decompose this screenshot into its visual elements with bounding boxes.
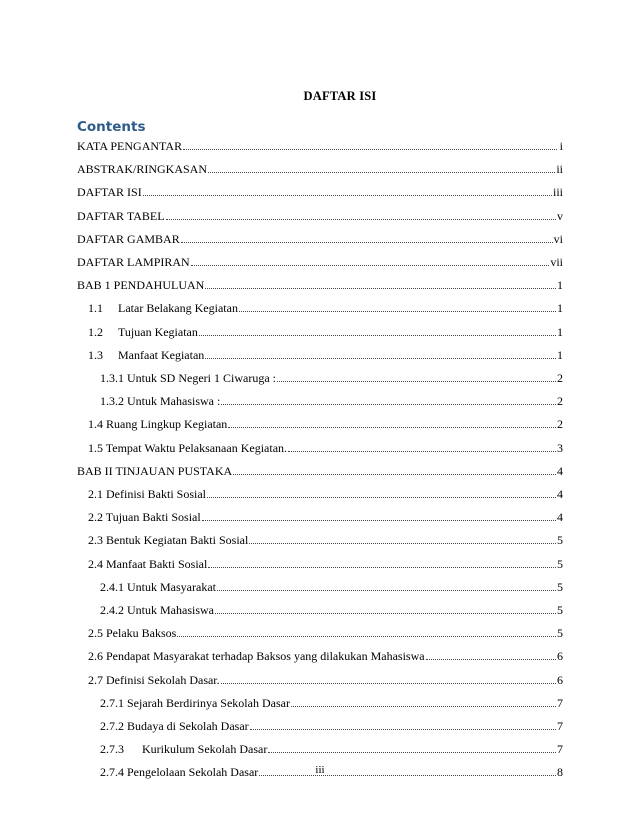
toc-entry-label: 2.1 Definisi Bakti Sosial bbox=[88, 487, 206, 501]
toc-entry-page: 5 bbox=[557, 579, 563, 594]
toc-entry-label: 2.7.1 Sejarah Berdirinya Sekolah Dasar bbox=[100, 695, 290, 710]
toc-entry-number: 1.2 bbox=[88, 324, 103, 339]
toc-dot-leader bbox=[143, 195, 552, 196]
toc-entry-label: 2.4 Manfaat Bakti Sosial bbox=[88, 556, 208, 571]
toc-entry[interactable] bbox=[88, 624, 563, 640]
toc-entry[interactable] bbox=[77, 207, 563, 223]
toc-dot-leader bbox=[239, 311, 556, 312]
toc-entry-label: DAFTAR LAMPIRAN bbox=[77, 255, 190, 269]
toc-dot-leader bbox=[277, 381, 556, 382]
toc-dot-leader bbox=[207, 497, 556, 498]
toc-entry-page: 5 bbox=[557, 603, 563, 617]
toc-entry-label: 2.3 Bentuk Kegiatan Bakti Sosial bbox=[88, 533, 249, 548]
page-title: DAFTAR ISI bbox=[303, 89, 377, 103]
toc-entry-page: 8 bbox=[557, 765, 563, 780]
toc-entry[interactable] bbox=[77, 276, 563, 292]
toc-entry[interactable] bbox=[88, 647, 563, 663]
toc-entry[interactable] bbox=[88, 531, 563, 547]
toc-dot-leader bbox=[166, 219, 556, 220]
toc-dot-leader bbox=[250, 729, 556, 730]
toc-dot-leader bbox=[208, 567, 556, 568]
toc-entry-label: 2.4.2 Untuk Mahasiswa bbox=[100, 603, 214, 617]
toc-entry-label: BAB II TINJAUAN PUSTAKA bbox=[77, 463, 233, 478]
toc-entry[interactable] bbox=[100, 740, 563, 756]
toc-entry-page: 2 bbox=[557, 417, 563, 432]
toc-entry-page: 5 bbox=[557, 533, 563, 548]
toc-entry-label: Manfaat Kegiatan bbox=[118, 347, 205, 362]
toc-entry-page: 5 bbox=[557, 556, 563, 571]
toc-entry-label: 2.7 Definisi Sekolah Dasar. bbox=[88, 672, 220, 687]
toc-entry[interactable] bbox=[88, 415, 563, 431]
toc-entry-label: 2.7.2 Budaya di Sekolah Dasar bbox=[100, 719, 249, 733]
toc-entry[interactable] bbox=[100, 369, 563, 385]
toc-entry-number: 2.7.3 bbox=[100, 742, 124, 757]
toc-entry-page: 3 bbox=[557, 440, 563, 455]
toc-entry-label: DAFTAR TABEL bbox=[77, 208, 165, 223]
toc-entry-page: 7 bbox=[557, 695, 563, 710]
toc-entry[interactable] bbox=[88, 299, 563, 315]
toc-dot-leader bbox=[221, 404, 556, 405]
toc-entry-page: vii bbox=[550, 255, 563, 269]
toc-entry-label: Kurikulum Sekolah Dasar bbox=[142, 742, 268, 757]
toc-entry-label: 2.7.4 Pengelolaan Sekolah Dasar bbox=[100, 765, 259, 780]
toc-entry[interactable] bbox=[77, 137, 563, 153]
toc-entry[interactable] bbox=[100, 392, 563, 408]
toc-entry-label: ABSTRAK/RINGKASAN bbox=[77, 162, 208, 177]
toc-entry[interactable] bbox=[77, 253, 563, 269]
toc-entry-number: 1.3 bbox=[88, 347, 103, 362]
toc-dot-leader bbox=[208, 172, 555, 173]
toc-entry-page: 4 bbox=[557, 487, 563, 501]
toc-entry-page: 5 bbox=[557, 626, 563, 641]
toc-entry-label: DAFTAR GAMBAR bbox=[77, 231, 180, 246]
toc-dot-leader bbox=[181, 242, 553, 243]
contents-heading: Contents bbox=[77, 119, 146, 135]
toc-entry-page: 1 bbox=[557, 301, 563, 316]
toc-entry-page: 7 bbox=[557, 742, 563, 757]
toc-dot-leader bbox=[205, 288, 556, 289]
toc-entry-page: i bbox=[559, 139, 563, 153]
toc-entry-page: vi bbox=[553, 231, 563, 246]
toc-dot-leader bbox=[228, 427, 556, 428]
toc-dot-leader bbox=[202, 520, 556, 521]
toc-entry-label: Latar Belakang Kegiatan bbox=[118, 301, 238, 316]
toc-entry[interactable] bbox=[88, 346, 563, 362]
toc-entry-page: v bbox=[557, 208, 563, 223]
toc-entry-page: ii bbox=[556, 162, 563, 177]
toc-entry[interactable] bbox=[88, 508, 563, 524]
toc-entry-number: 1.1 bbox=[88, 301, 103, 316]
toc-entry-page: 7 bbox=[557, 719, 563, 733]
toc-entry-label: 1.5 Tempat Waktu Pelaksanaan Kegiatan. bbox=[88, 440, 288, 455]
toc-entry[interactable] bbox=[88, 555, 563, 571]
toc-entry[interactable] bbox=[77, 160, 563, 176]
toc-dot-leader bbox=[233, 474, 556, 475]
toc-entry[interactable] bbox=[77, 183, 563, 199]
toc-entry-label: 2.6 Pendapat Masyarakat terhadap Baksos yang dilakukan Mahasiswa bbox=[88, 649, 425, 664]
page-number: iii bbox=[315, 764, 325, 776]
toc-dot-leader bbox=[215, 613, 556, 614]
toc-entry[interactable] bbox=[77, 462, 563, 478]
toc-entry[interactable] bbox=[88, 485, 563, 501]
toc-entry-label: 1.3.1 Untuk SD Negeri 1 Ciwaruga : bbox=[100, 371, 276, 385]
toc-dot-leader bbox=[249, 543, 556, 544]
toc-entry-label: Tujuan Kegiatan bbox=[118, 324, 198, 339]
toc-dot-leader bbox=[191, 265, 550, 266]
toc-entry-page: 1 bbox=[557, 278, 563, 293]
toc-dot-leader bbox=[183, 149, 557, 150]
toc-dot-leader bbox=[217, 590, 556, 591]
toc-entry[interactable] bbox=[88, 671, 563, 687]
toc-entry[interactable] bbox=[77, 230, 563, 246]
toc-entry[interactable] bbox=[88, 323, 563, 339]
toc-entry-page: 6 bbox=[557, 649, 563, 664]
toc-entry[interactable] bbox=[100, 694, 563, 710]
toc-dot-leader bbox=[426, 659, 556, 660]
toc-entry-page: 6 bbox=[557, 672, 563, 687]
toc-dot-leader bbox=[221, 683, 556, 684]
toc-entry-page: 1 bbox=[557, 324, 563, 339]
toc-entry-page: 4 bbox=[557, 463, 563, 478]
toc-entry[interactable] bbox=[100, 578, 563, 594]
toc-entry-page: 1 bbox=[557, 347, 563, 362]
toc-entry[interactable] bbox=[100, 601, 563, 617]
toc-dot-leader bbox=[288, 451, 556, 452]
toc-dot-leader bbox=[199, 335, 556, 336]
toc-entry-label: DAFTAR ISI bbox=[77, 185, 142, 200]
toc-entry-label: 2.4.1 Untuk Masyarakat bbox=[100, 579, 216, 594]
toc-entry-page: 2 bbox=[557, 371, 563, 385]
toc-entry-page: iii bbox=[552, 185, 563, 200]
toc-dot-leader bbox=[291, 706, 556, 707]
toc-entry-label: KATA PENGANTAR bbox=[77, 139, 183, 153]
toc-dot-leader bbox=[268, 752, 556, 753]
toc-entry-label: 2.2 Tujuan Bakti Sosial bbox=[88, 510, 201, 525]
toc-dot-leader bbox=[205, 358, 556, 359]
toc-entry-label: BAB 1 PENDAHULUAN bbox=[77, 278, 205, 293]
toc-entry-page: 4 bbox=[557, 510, 563, 525]
toc-dot-leader bbox=[177, 636, 556, 637]
toc-entry-label: 1.3.2 Untuk Mahasiswa : bbox=[100, 394, 221, 409]
toc-entry-page: 2 bbox=[557, 394, 563, 409]
toc-entry-label: 1.4 Ruang Lingkup Kegiatan bbox=[88, 417, 228, 432]
toc-entry[interactable] bbox=[88, 439, 563, 455]
toc-entry-label: 2.5 Pelaku Baksos bbox=[88, 626, 177, 641]
toc-entry[interactable] bbox=[100, 717, 563, 733]
